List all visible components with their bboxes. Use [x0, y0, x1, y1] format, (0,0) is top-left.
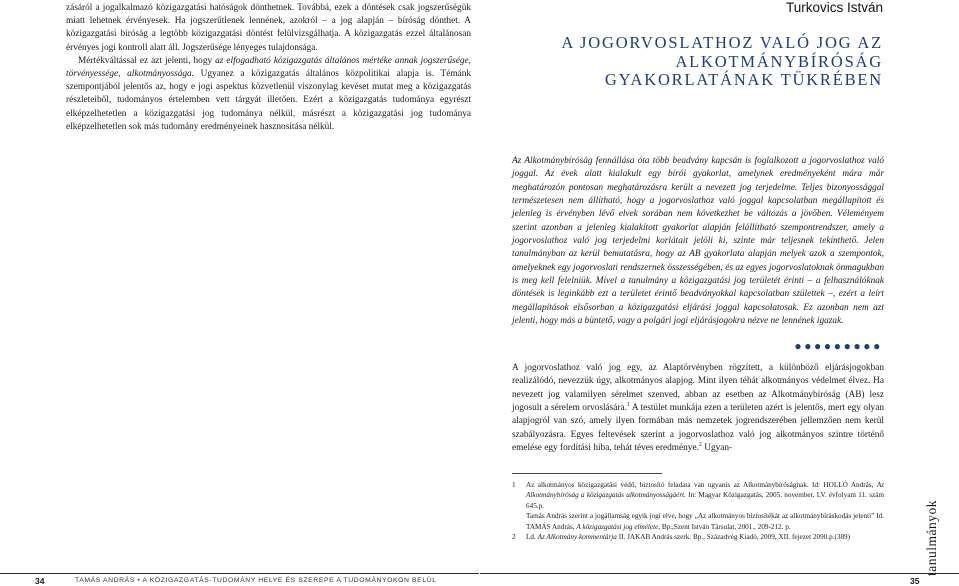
author-name: Turkovics István: [785, 0, 883, 15]
footnote-text: Ld.: [526, 533, 538, 542]
footnote-item: [512, 511, 884, 532]
abstract: Az Alkotmánybíróság fennállása óta több beadvány kapcsán is foglalkozott a jogorvoslathoz való joggal. Az évek alatt kialakult egy bírói gyakorlat, amelynek eredményeként mára már meghatározón pontosan meghatározásra került a nevezett jog terjedelme. Teljes bizonyossággal természetesen nem állítható, hogy a jogorvoslathoz való joggal kapcsolatban megállapított és jelenleg is érvényben lévő elvek sorában nem következhet be változás a jövőben. Véleményem szerint azonban a jelenleg kialakított gyakorlat alapján felállítható szempontrendszer, amely a jogorvoslathoz való jog terjedelmi korlátait jelöli ki, szinte már teljesnek tekinthető. Jelen tanulmányban az kerül bemutatásra, hogy az AB gyakorlata alapján melyek azok a szempontok, amelyeknek egy jogorvoslati rendszernek összességében, és az egyes jogorvoslatoknak önmagukban is meg kell felelniük. Mivel a tanulmány a közigazgatási jog területét érinti – a felhasználóknak döntések is leginkább ezt a területet érintő beadványokkal kapcsolatban születtek –, ezért a leírt megállapítások elsősorban a közigazgatási eljárási joggal kapcsolatosak. Ez azonban nem azt jelenti, hogy más a büntető, vagy a polgári jogi eljárásjogokra nézve ne lennének igazak.: [512, 156, 884, 327]
left-page: [0, 0, 479, 584]
article-title: A JOGORVOSLATHOZ VALÓ JOG AZ ALKOTMÁNYBÍRÓSÁG GYAKORLATÁNAK TÜKRÉBEN: [561, 33, 883, 89]
section-divider-dots: ●●●●●●●●●: [794, 339, 883, 353]
main-part-1: A jogorvoslathoz való jog egy, az Alaptörvényben rögzített, a különböző eljárásjogokban realizálódó, nevezzük úgy, alkotmányos alapjog. Mint ilyen téhát alkotmányos védelmet élvez. Ha nevezett jog valamilyen sérelmet szenved, abban az esetben az Alkotmánybíróság (AB) lesz jogosult a sérelem orvoslására.: [512, 363, 884, 414]
footnote-item: [512, 480, 884, 511]
main-part-2: A testület munkája ezen a területen azért is jelentős, mert egy olyan alapjogról van szó, amely ilyen formában más nemzetek jogrendszerében jellemzően nem kerül szabályozásra. Egyes feltevések szerint a jogorvoslathoz való jog alkotmányos szintre történő emelése egy fordítási hiba, tehát téves eredménye.: [512, 403, 884, 454]
side-tab-label: tanulmányok: [924, 500, 939, 576]
para2-italic: az elfogadható közigazgatás általános mértéke annak jogszerűsége, törvényessége, alkotmányossága.: [66, 55, 471, 80]
footnote-number: 1: [512, 481, 516, 489]
footnote-item: [512, 532, 884, 542]
right-footer-rule: [480, 573, 959, 574]
left-page-number: 34: [35, 576, 45, 586]
para2-suffix: Ugyanez a közigazgatás általános közpolitikai alapja is. Témánk szempontjából jelentős az, hogy e jogi aspektus közvetlenül viszonylag kevéset mutat meg a közigazgatás részleteiből, tudományos értelemben vett tárgyát illetően. Ezért a közigazgatás tudománya egyrészt elképzelhetetlen a közigazgatási jog tudománya nélkül, másrészt a közigazgatási jog tudománya elképzelhetetlen sok más tudomány eredményeinek hasznosítása nélkül.: [66, 69, 471, 132]
left-footer-rule: [0, 573, 479, 574]
main-part-3: Ugyan-: [701, 443, 733, 454]
footnote-text: Az alkotmányos közigazgatási védő, biztosító feladata van ugyanis az Alkotmánybíróságnak. Id: HOLLÓ András,: [526, 481, 877, 489]
right-page-number: 35: [910, 576, 920, 586]
footnote-number: 2: [512, 533, 516, 542]
footnote-ref-2[interactable]: 2: [698, 441, 702, 448]
right-page: [480, 0, 959, 584]
footnote-text: II. JAKAB András szerk. Bp., Századvég Kiadó, 2009, XII. fejezet 2090.p.(389): [616, 533, 851, 542]
footnote-text: In: Magyar Közigazgatás, 2005. november, LV. évfolyam 11. szám 645.p.: [526, 491, 884, 510]
footnote-italic: Az Alkotmánybíróság a közigazgatás alkotmányosságáért.: [526, 481, 884, 500]
left-body-text: [66, 2, 471, 134]
footnotes: [512, 480, 884, 542]
main-paragraph: [512, 362, 884, 455]
footnote-rule: [512, 473, 662, 474]
left-paragraph-1: zásáról a jogalkalmazó közigazgatási hatóságok dönthetnek. Továbbá, ezek a döntések csak jogszerűségük miatt lehetnek érvényesek. Ha jogszerűtlenek lennének, azokról – a jog alapján – bíróság dönthet. A közigazgatási bíróság a legtöbb közigazgatási döntést felülvizsgálhatja. A közigazgatás ezzel általánosan érvényes jogi kontroll alatt áll. Jogszerűsége lényeges tulajdonsága.: [66, 3, 471, 53]
footnote-italic: Az Alkotmány kommentárja: [537, 533, 617, 542]
footnote-text: Bp.,Szent István Társulat, 2001., 209-212. p.: [660, 522, 791, 531]
running-head: TAMÁS ANDRÁS • A KÖZIGAZGATÁS-TUDOMÁNY HELYE ÉS SZEREPE A TUDOMÁNYOKON BELÜL: [75, 577, 437, 584]
footnote-text: Tamás András szerint a jogállamság egyik jogi elve, hogy „Az alkotmányos biztosítékát az alkotmánybíráskodás jelenti” Id. TAMÁS András,: [526, 512, 884, 531]
left-paragraph-2: [66, 55, 471, 134]
footnote-ref-1[interactable]: 1: [626, 401, 630, 408]
footnote-italic: A közigazgatási jog elmélete,: [576, 522, 661, 531]
para2-prefix: Mértékváltással ez azt jelenti, hogy: [78, 55, 216, 66]
main-text: [512, 362, 884, 455]
section-side-tab: [908, 486, 939, 576]
